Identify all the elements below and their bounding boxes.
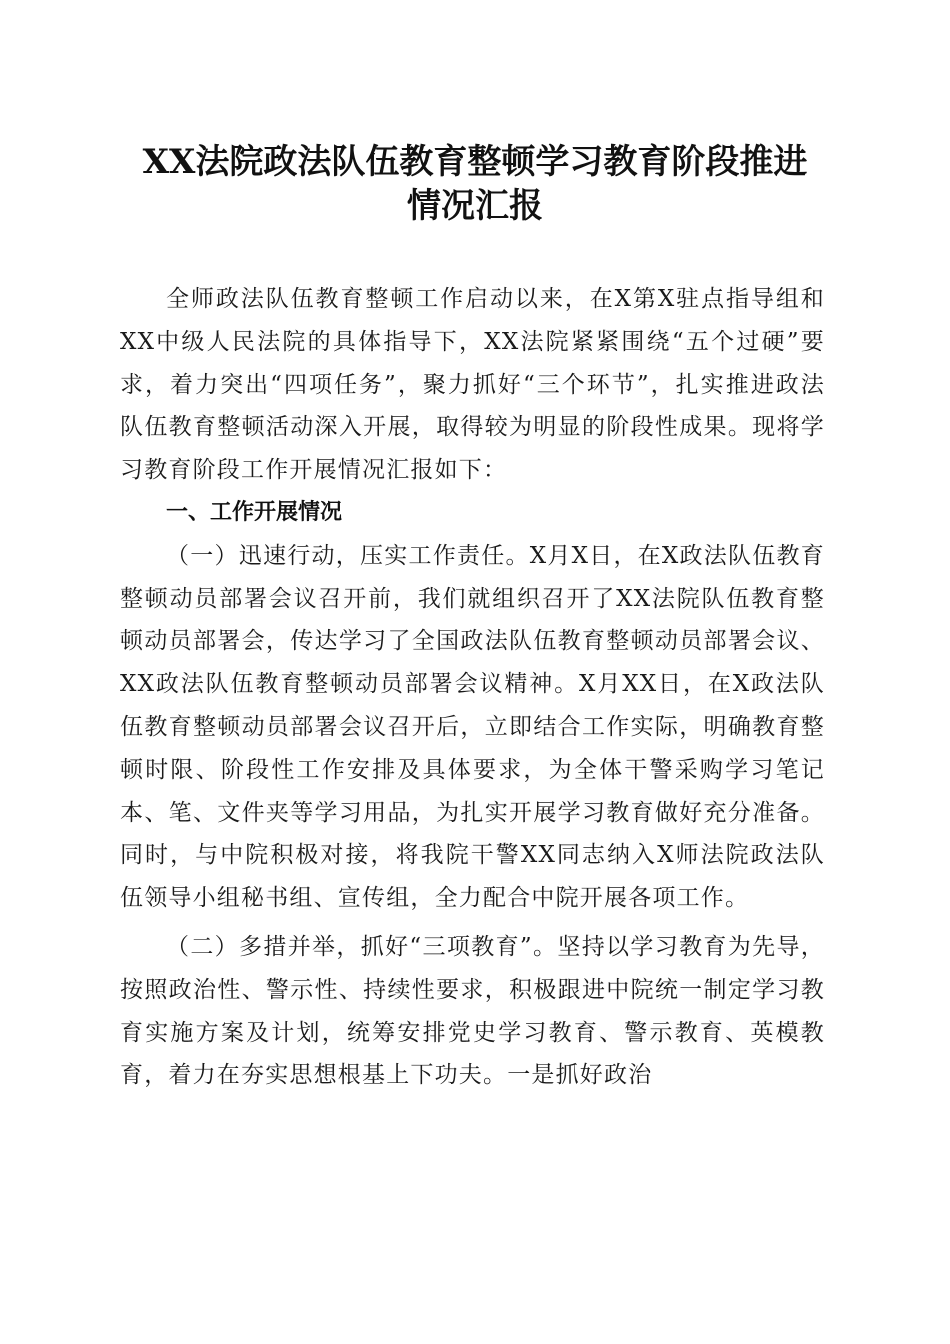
document-title-line-2: 情况汇报 [407,186,543,226]
paragraph-1: （一）迅速行动，压实工作责任。X月X日，在X政法队伍教育整顿动员部署会议召开前，我们就组织召开了XX法院队伍教育整顿动员部署会，传达学习了全国政法队伍教育整顿动员部署会议、XX政法队伍教育整顿动员部署会议精神。X月XX日，在X政法队伍教育整顿动员部署会议召开后，立即结合工作实际，明确教育整顿时限、阶段性工作安排及具体要求，为全体干警采购学习笔记本、笔、文件夹等学习用品，为扎实开展学习教育做好充分准备。同时，与中院积极对接，将我院干警XX同志纳入X师法院政法队伍领导小组秘书组、宣传组，全力配合中院开展各项工作。 [120,542,825,912]
document-body [120,278,825,1097]
document-title-line-1: XX法院政法队伍教育整顿学习教育阶段推进 [142,142,808,182]
paragraph-2: （二）多措并举，抓好“三项教育”。坚持以学习教育为先导，按照政治性、警示性、持续性要求，积极跟进中院统一制定学习教育实施方案及计划，统筹安排党史学习教育、警示教育、英模教育，着力在夯实思想根基上下功夫。一是抓好政治 [120,933,825,1089]
section-heading-1: 一、工作开展情况 [166,499,343,525]
intro-paragraph: 全师政法队伍教育整顿工作启动以来，在X第X驻点指导组和XX中级人民法院的具体指导下，XX法院紧紧围绕“五个过硬”要求，着力突出“四项任务”，聚力抓好“三个环节”，扎实推进政法队伍教育整顿活动深入开展，取得较为明显的阶段性成果。现将学习教育阶段工作开展情况汇报如下： [120,286,825,484]
